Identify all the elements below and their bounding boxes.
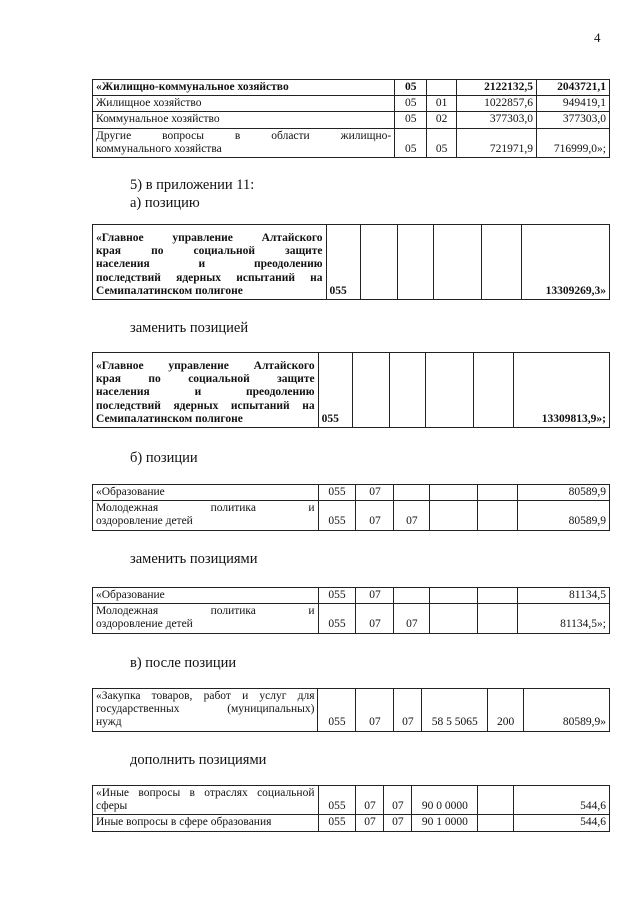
row-name bbox=[93, 225, 327, 300]
section-code: 07 bbox=[356, 815, 384, 831]
empty-cell bbox=[426, 353, 474, 428]
value: 80589,9» bbox=[524, 689, 610, 732]
row-name: «Образование bbox=[93, 588, 319, 604]
value-2: 377303,0 bbox=[537, 112, 610, 128]
value-1: 1022857,6 bbox=[457, 96, 537, 112]
procurement-table bbox=[92, 688, 610, 732]
subsection-code bbox=[427, 80, 457, 96]
empty-cell bbox=[478, 485, 518, 501]
ministry-code: 055 bbox=[318, 689, 356, 732]
section-code: 07 bbox=[356, 689, 394, 732]
target-article-code: 90 1 0000 bbox=[412, 815, 478, 831]
empty-cell bbox=[390, 353, 426, 428]
empty-cell bbox=[482, 225, 522, 300]
value: 80589,9 bbox=[518, 485, 610, 501]
row-name bbox=[93, 501, 319, 530]
row-name-line: края по социальной защите bbox=[96, 245, 323, 258]
section-code: 05 bbox=[395, 96, 427, 112]
empty-cell bbox=[478, 604, 518, 633]
table-row bbox=[93, 786, 610, 815]
page-number: 4 bbox=[594, 30, 601, 45]
row-name-line: Семипалатинском полигоне bbox=[96, 412, 243, 425]
row-name-line: «Иные вопросы в отраслях социальной bbox=[96, 787, 315, 799]
section-code: 05 bbox=[395, 112, 427, 128]
section-code: 05 bbox=[395, 80, 427, 96]
value-1: 721971,9 bbox=[457, 128, 537, 157]
position-table-new bbox=[92, 352, 610, 428]
value-2: 716999,0»; bbox=[537, 128, 610, 157]
item-v-heading: в) после позиции bbox=[130, 655, 237, 671]
row-name bbox=[93, 786, 319, 815]
table-row bbox=[93, 485, 610, 501]
empty-cell bbox=[474, 353, 514, 428]
empty-cell bbox=[394, 588, 430, 604]
empty-cell bbox=[360, 225, 398, 300]
section-code: 05 bbox=[395, 128, 427, 157]
subsection-code: 02 bbox=[427, 112, 457, 128]
value: 544,6 bbox=[514, 786, 610, 815]
subsection-code: 07 bbox=[394, 689, 422, 732]
row-name-line: Другие вопросы в области жилищно- bbox=[96, 129, 392, 142]
item-b-heading: б) позиции bbox=[130, 450, 198, 466]
item-a-heading: а) позицию bbox=[130, 195, 200, 211]
item-5-heading: 5) в приложении 11: bbox=[130, 177, 255, 193]
empty-cell bbox=[430, 485, 478, 501]
row-name-line: населения и преодолению bbox=[96, 258, 323, 271]
empty-cell bbox=[478, 501, 518, 530]
value: 81134,5 bbox=[518, 588, 610, 604]
table-row bbox=[93, 815, 610, 831]
empty-cell bbox=[434, 225, 482, 300]
subsection-code: 07 bbox=[384, 815, 412, 831]
section-code: 07 bbox=[356, 786, 384, 815]
subsection-code: 07 bbox=[394, 604, 430, 633]
row-name-line: коммунального хозяйства bbox=[96, 142, 222, 155]
value: 81134,5»; bbox=[518, 604, 610, 633]
row-name: Иные вопросы в сфере образования bbox=[93, 815, 319, 831]
value-1: 2122132,5 bbox=[457, 80, 537, 96]
empty-cell bbox=[478, 588, 518, 604]
value: 544,6 bbox=[514, 815, 610, 831]
row-name-line: оздоровление детей bbox=[96, 515, 193, 528]
housing-table bbox=[92, 79, 610, 158]
table-row bbox=[93, 353, 610, 428]
row-name-line: Семипалатинском полигоне bbox=[96, 284, 243, 297]
target-article-code: 90 0 0000 bbox=[412, 786, 478, 815]
table-row bbox=[93, 604, 610, 633]
other-issues-table bbox=[92, 785, 610, 832]
value: 13309813,9»; bbox=[514, 353, 610, 428]
row-name bbox=[93, 353, 319, 428]
row-name-line: нужд bbox=[96, 716, 122, 729]
empty-cell bbox=[430, 604, 478, 633]
value-2: 949419,1 bbox=[537, 96, 610, 112]
expense-type-code: 200 bbox=[488, 689, 524, 732]
row-name-line: «Главное управление Алтайского bbox=[96, 359, 315, 372]
row-name-line: Молодежная политика и bbox=[96, 605, 315, 618]
ministry-code: 055 bbox=[318, 485, 356, 501]
section-code: 07 bbox=[356, 588, 394, 604]
target-article-code: 58 5 5065 bbox=[422, 689, 488, 732]
row-name: «Жилищно-коммунальное хозяйство bbox=[93, 80, 395, 96]
add-heading: дополнить позициями bbox=[130, 752, 267, 768]
table-row bbox=[93, 128, 610, 157]
replace-heading-1: заменить позицией bbox=[130, 320, 249, 336]
section-code: 07 bbox=[356, 501, 394, 530]
row-name: Жилищное хозяйство bbox=[93, 96, 395, 112]
row-name-line: последствий ядерных испытаний на bbox=[96, 271, 323, 284]
table-row bbox=[93, 225, 610, 300]
row-name-line: «Главное управление Алтайского bbox=[96, 231, 323, 244]
row-name-line: Молодежная политика и bbox=[96, 502, 315, 515]
row-name: «Образование bbox=[93, 485, 319, 501]
position-table-old bbox=[92, 224, 610, 300]
empty-cell bbox=[478, 786, 514, 815]
ministry-code: 055 bbox=[318, 786, 356, 815]
row-name-line: сферы bbox=[96, 800, 128, 813]
education-table-new bbox=[92, 587, 610, 634]
row-name bbox=[93, 689, 318, 732]
ministry-code: 055 bbox=[318, 588, 356, 604]
value-2: 2043721,1 bbox=[537, 80, 610, 96]
replace-heading-2: заменить позициями bbox=[130, 551, 258, 567]
empty-cell bbox=[430, 588, 478, 604]
ministry-code: 055 bbox=[318, 604, 356, 633]
row-name-line: государственных (муниципальных) bbox=[96, 703, 315, 716]
ministry-code: 055 bbox=[318, 353, 352, 428]
table-row bbox=[93, 588, 610, 604]
table-row bbox=[93, 689, 610, 732]
ministry-code: 055 bbox=[318, 501, 356, 530]
table-row bbox=[93, 501, 610, 530]
row-name-line: населения и преодолению bbox=[96, 386, 315, 399]
row-name-line: «Закупка товаров, работ и услуг для bbox=[96, 690, 315, 702]
subsection-code: 07 bbox=[384, 786, 412, 815]
subsection-code: 07 bbox=[394, 501, 430, 530]
row-name-line: последствий ядерных испытаний на bbox=[96, 399, 315, 412]
row-name bbox=[93, 128, 395, 157]
row-name: Коммунальное хозяйство bbox=[93, 112, 395, 128]
row-name-line: оздоровление детей bbox=[96, 618, 193, 631]
section-code: 07 bbox=[356, 485, 394, 501]
empty-cell bbox=[478, 815, 514, 831]
education-table-old bbox=[92, 484, 610, 531]
empty-cell bbox=[430, 501, 478, 530]
subsection-code: 05 bbox=[427, 128, 457, 157]
table-row bbox=[93, 96, 610, 112]
subsection-code: 01 bbox=[427, 96, 457, 112]
empty-cell bbox=[398, 225, 434, 300]
value: 13309269,3» bbox=[522, 225, 610, 300]
empty-cell bbox=[352, 353, 390, 428]
section-code: 07 bbox=[356, 604, 394, 633]
value-1: 377303,0 bbox=[457, 112, 537, 128]
table-row bbox=[93, 112, 610, 128]
row-name bbox=[93, 604, 319, 633]
ministry-code: 055 bbox=[318, 815, 356, 831]
ministry-code: 055 bbox=[326, 225, 360, 300]
row-name-line: края по социальной защите bbox=[96, 373, 315, 386]
table-row bbox=[93, 80, 610, 96]
empty-cell bbox=[394, 485, 430, 501]
value: 80589,9 bbox=[518, 501, 610, 530]
